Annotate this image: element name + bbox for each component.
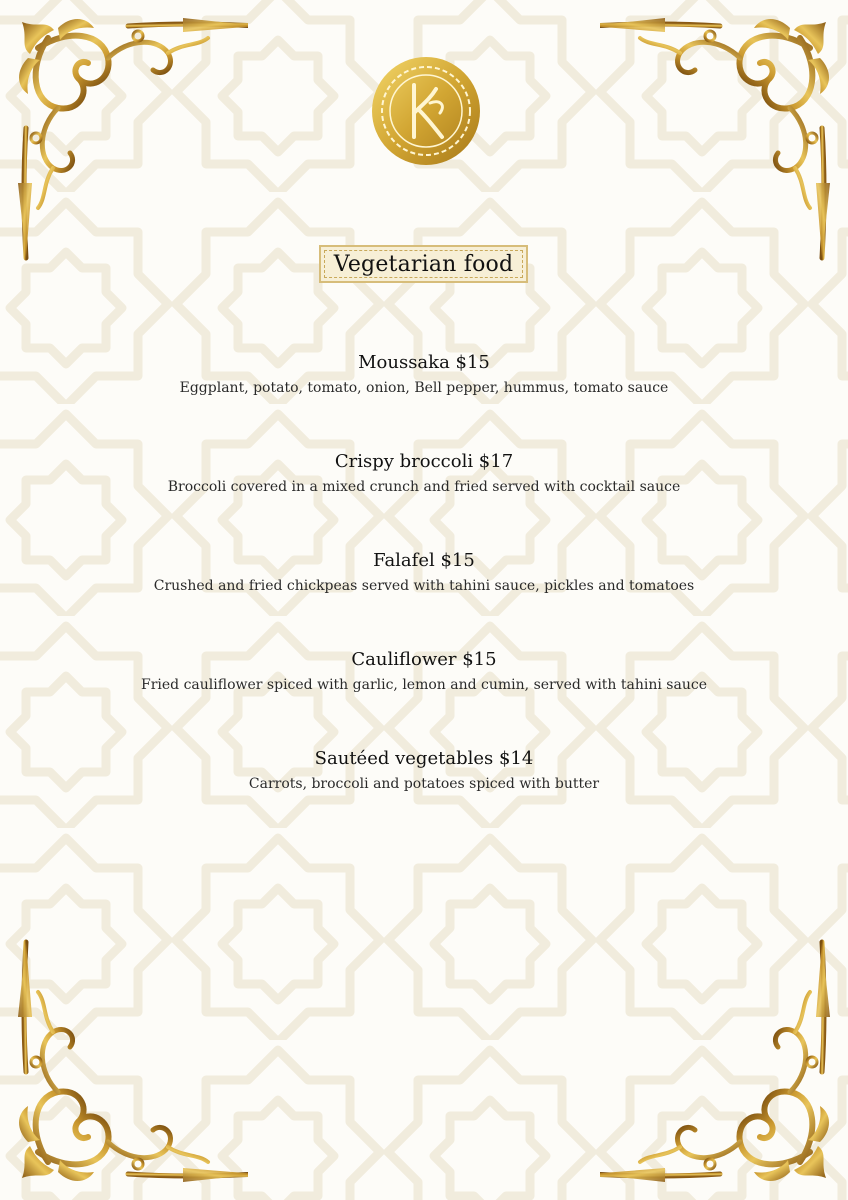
- item-description: Carrots, broccoli and potatoes spiced with butter: [248, 776, 600, 792]
- menu-item: [0, 744, 848, 843]
- item-name: Moussaka $15: [358, 352, 490, 373]
- item-description: Broccoli covered in a mixed crunch and fried served with cocktail sauce: [167, 479, 681, 495]
- item-name: Sautéed vegetables $14: [314, 748, 534, 769]
- menu-item: [0, 447, 848, 546]
- menu-item: [0, 546, 848, 645]
- menu-item: [0, 348, 848, 447]
- menu-item: [0, 645, 848, 744]
- section-title: Vegetarian food: [333, 251, 514, 277]
- item-description: Crushed and fried chickpeas served with tahini sauce, pickles and tomatoes: [153, 578, 695, 594]
- menu-list: [0, 348, 848, 843]
- section-title-frame: [319, 245, 528, 283]
- corner-ornament-top-right: [600, 8, 840, 268]
- item-description: Fried cauliflower spiced with garlic, lemon and cumin, served with tahini sauce: [141, 677, 707, 693]
- kr-monogram-logo: [370, 55, 482, 167]
- item-name: Falafel $15: [373, 550, 475, 571]
- corner-ornament-bottom-right: [600, 932, 840, 1192]
- item-name: Crispy broccoli $17: [334, 451, 514, 472]
- item-name: Cauliflower $15: [351, 649, 497, 670]
- corner-ornament-bottom-left: [8, 932, 248, 1192]
- corner-ornament-top-left: [8, 8, 248, 268]
- item-description: Eggplant, potato, tomato, onion, Bell pepper, hummus, tomato sauce: [179, 380, 669, 396]
